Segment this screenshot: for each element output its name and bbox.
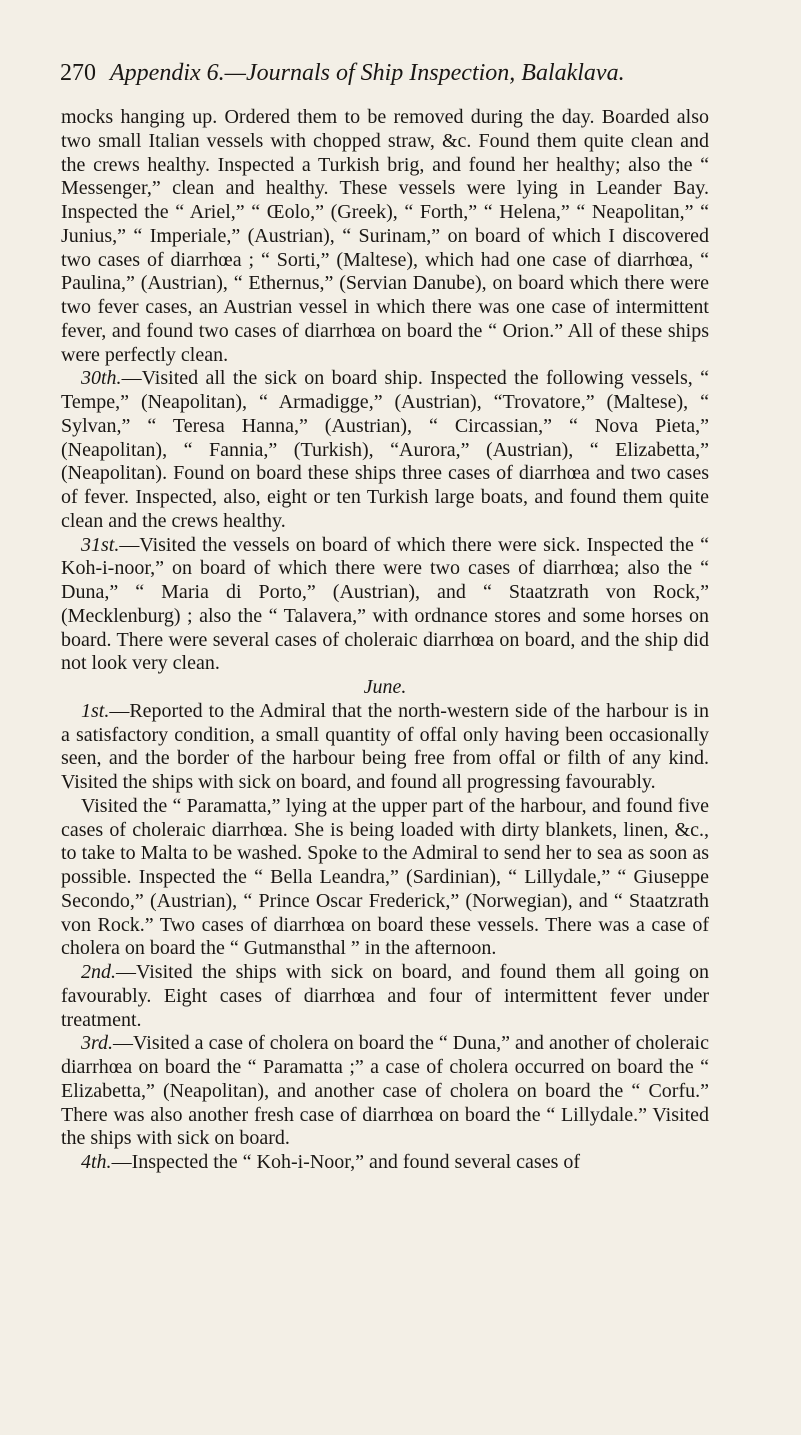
dated-entry: [61, 1032, 709, 1151]
entry-date: 31st.: [81, 533, 120, 556]
entry-date: 4th.: [81, 1151, 112, 1173]
entry-text: —Visited the ships with sick on board, and found them all going on favourably. Eight cases of diarrhœa and four of intermittent fever under treatment.: [61, 961, 709, 1031]
entry-text: —Visited all the sick on board ship. Inspected the following vessels, “ Tempe,” (Neapolitan), “ Armadigge,” (Austrian), “Trovatore,” (Maltese), “ Sylvan,” “ Teresa Hanna,” (Austrian), “ Circassian,” “ Nova Pieta,” (Neapolitan), “ Fannia,” (Turkish), “Aurora,” (Austrian), “ Elizabetta,” (Neapolitan). Found on board these ships three cases of diarrhœa and two cases of fever. Inspected, also, eight or ten Turkish large boats, and found them quite clean and the crews healthy.: [61, 367, 709, 532]
entry-text: —Visited the vessels on board of which there were sick. Inspected the “ Koh-i-noor,” on board of which there were two cases of diarrhœa; also the “ Duna,” “ Maria di Porto,” (Austrian), and “ Staatzrath von Rock,” (Mecklenburg) ; also the “ Talavera,” with ordnance stores and some horses on board. There were several cases of choleraic diarrhœa on board, and the ship did not look very clean.: [61, 533, 709, 675]
entry-date: 3rd.: [81, 1032, 114, 1055]
paragraph: [61, 106, 709, 367]
entry-text: —Visited a case of cholera on board the “ Duna,” and another of choleraic diarrhœa on board the “ Paramatta ;” a case of cholera occurred on board the “ Elizabetta,” (Neapolitan), and another case of cholera on board the “ Corfu.” There was also another fresh case of diarrhœa on board the “ Lillydale.” Visited the ships with sick on board.: [61, 1032, 709, 1150]
dated-entry: [61, 700, 709, 795]
dated-entry: [61, 534, 709, 677]
dated-entry: [61, 1151, 709, 1175]
month-heading: June.: [363, 676, 407, 698]
entry-date: 30th.: [81, 367, 122, 390]
running-title: Appendix 6.—Journals of Ship Inspection, Balaklava.: [110, 60, 625, 86]
entry-date: 2nd.: [81, 961, 116, 983]
entry-text: —Inspected the “ Koh-i-Noor,” and found several cases of: [111, 1151, 581, 1173]
paragraph-text: Visited the “ Paramatta,” lying at the upper part of the harbour, and found five cases of choleraic diarrhœa. She is being loaded with dirty blankets, linen, &c., to take to Malta to be washed. Spoke to the Admiral to send her to sea as soon as possible. Inspected the “ Bella Leandra,” (Sardinian), “ Lillydale,” “ Giuseppe Secondo,” (Austrian), “ Prince Oscar Frederick,” (Norwegian), and “ Staatzrath von Rock.” Two cases of diarrhœa on board these vessels. There was a case of cholera on board the “ Gutmansthal ” in the afternoon.: [61, 794, 709, 960]
dated-entry: [61, 961, 709, 1032]
page-body: [61, 106, 709, 1175]
dated-entry: [61, 367, 709, 533]
entry-text: —Reported to the Admiral that the north-western side of the harbour is in a satisfactory condition, a small quantity of offal only having been occasionally seen, and the border of the harbour being free from offal or filth of any kind. Visited the ships with sick on board, and found all progressing favourably.: [61, 699, 709, 793]
paragraph-text: mocks hanging up. Ordered them to be removed during the day. Boarded also two small Italian vessels with chopped straw, &c. Found them quite clean and the crews healthy. Inspected a Turkish brig, and found her healthy; also the “ Messenger,” clean and healthy. These vessels were lying in Leander Bay. Inspected the “ Ariel,” “ Œolo,” (Greek), “ Forth,” “ Helena,” “ Neapolitan,” “ Junius,” “ Imperiale,” (Austrian), “ Surinam,” on board of which I discovered two cases of diarrhœa ; “ Sorti,” (Maltese), which had one case of diarrhœa, “ Paulina,” (Austrian), “ Ethernus,” (Servian Danube), on board which there were two fever cases, an Austrian vessel in which there was one case of intermittent fever, and found two cases of diarrhœa on board the “ Orion.” All of these ships were perfectly clean.: [61, 106, 709, 366]
page-number: 270: [60, 60, 96, 86]
running-head: [60, 58, 741, 88]
paragraph: [61, 795, 709, 961]
entry-date: 1st.: [81, 699, 110, 722]
